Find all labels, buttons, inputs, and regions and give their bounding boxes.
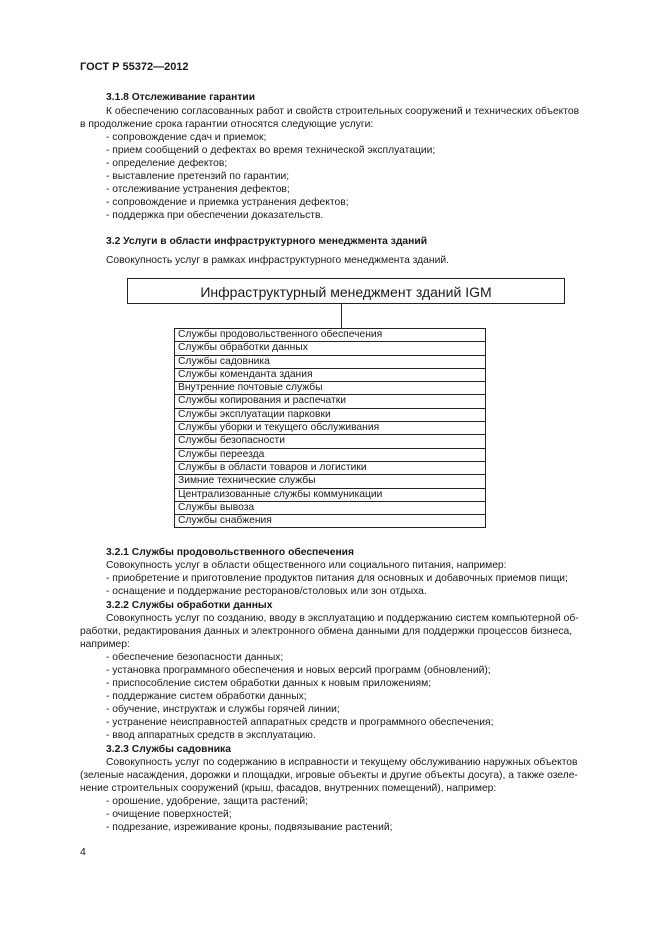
list-item: - сопровождение сдач и приемок; xyxy=(106,132,267,143)
list-item: - очищение поверхностей; xyxy=(106,809,232,820)
section-3-2-2-intro-line1: Совокупность услуг по созданию, вводу в эксплуатацию и поддержанию систем компьютерной об- xyxy=(106,613,579,624)
list-item: - подрезание, изреживание кроны, подвязывание растений; xyxy=(106,822,393,833)
table-row: Службы копирования и распечатки xyxy=(174,395,486,408)
list-item: - прием сообщений о дефектах во время технической эксплуатации; xyxy=(106,145,436,156)
table-row: Зимние технические службы xyxy=(174,475,486,488)
section-3-2-intro: Совокупность услуг в рамках инфраструктурного менеджмента зданий. xyxy=(106,255,449,266)
section-3-2-2-heading: 3.2.2 Службы обработки данных xyxy=(106,600,273,611)
table-row: Службы в области товаров и логистики xyxy=(174,462,486,475)
diagram-services-table xyxy=(174,328,486,528)
section-3-1-8-heading: 3.1.8 Отслеживание гарантии xyxy=(106,92,256,103)
list-item: - орошение, удобрение, защита растений; xyxy=(106,796,308,807)
table-row: Службы уборки и текущего обслуживания xyxy=(174,422,486,435)
page-number: 4 xyxy=(80,846,86,858)
list-item: - ввод аппаратных средств в эксплуатацию. xyxy=(106,730,316,741)
section-3-1-8-intro-line2: в продолжение срока гарантии относятся следующие услуги: xyxy=(80,119,374,130)
table-row: Службы обработки данных xyxy=(174,342,486,355)
list-item: - обучение, инструктаж и службы горячей линии; xyxy=(106,704,340,715)
table-row: Службы снабжения xyxy=(174,515,486,528)
list-item: - сопровождение и приемка устранения дефектов; xyxy=(106,197,349,208)
list-item: - приобретение и приготовление продуктов питания для основных и добавочных приемов пищи; xyxy=(106,573,568,584)
diagram-connector xyxy=(341,304,342,329)
section-3-2-heading: 3.2 Услуги в области инфраструктурного менеджмента зданий xyxy=(106,236,428,247)
diagram-title-box: Инфраструктурный менеджмент зданий IGM xyxy=(127,278,565,304)
section-3-2-3-heading: 3.2.3 Службы садовника xyxy=(106,744,231,755)
table-row: Службы продовольственного обеспечения xyxy=(174,329,486,342)
table-row: Централизованные службы коммуникации xyxy=(174,489,486,502)
table-row: Службы вывоза xyxy=(174,502,486,515)
section-3-2-3-intro-line3: нение строительных сооружений (крыш, фасадов, внутренних помещений), например: xyxy=(80,783,497,794)
list-item: - обеспечение безопасности данных; xyxy=(106,652,284,663)
list-item: - поддержка при обеспечении доказательств. xyxy=(106,210,324,221)
section-3-2-1-heading: 3.2.1 Службы продовольственного обеспечения xyxy=(106,547,354,558)
section-3-2-1-intro: Совокупность услуг в области общественного или социального питания, например: xyxy=(106,560,507,571)
list-item: - отслеживание устранения дефектов; xyxy=(106,184,290,195)
list-item: - выставление претензий по гарантии; xyxy=(106,171,290,182)
table-row: Внутренние почтовые службы xyxy=(174,382,486,395)
list-item: - поддержание систем обработки данных; xyxy=(106,691,307,702)
document-header: ГОСТ Р 55372—2012 xyxy=(80,61,189,73)
table-row: Службы садовника xyxy=(174,356,486,369)
section-3-2-2-intro-line2: работки, редактирования данных и электронного обмена данными для поддержки процессов бизнеса, xyxy=(80,626,573,637)
table-row: Службы эксплуатации парковки xyxy=(174,409,486,422)
list-item: - определение дефектов; xyxy=(106,158,228,169)
table-row: Службы переезда xyxy=(174,449,486,462)
section-3-2-3-intro-line1: Совокупность услуг по содержанию в исправности и текущему обслуживанию наружных объектов xyxy=(106,757,578,768)
section-3-2-2-intro-line3: например: xyxy=(80,639,130,650)
section-3-1-8-intro-line1: К обеспечению согласованных работ и свойств строительных сооружений и технических объектов xyxy=(106,106,580,117)
section-3-2-3-intro-line2: (зеленые насаждения, дорожки и площадки, игровые объекты и другие объекты досуга), а также озеле- xyxy=(80,770,578,781)
table-row: Службы безопасности xyxy=(174,435,486,448)
list-item: - приспособление систем обработки данных к новым приложениям; xyxy=(106,678,432,689)
list-item: - устранение неисправностей аппаратных средств и программного обеспечения; xyxy=(106,717,494,728)
list-item: - установка программного обеспечения и новых версий программ (обновлений); xyxy=(106,665,491,676)
list-item: - оснащение и поддержание ресторанов/столовых или зон отдыха. xyxy=(106,586,427,597)
table-row: Службы коменданта здания xyxy=(174,369,486,382)
